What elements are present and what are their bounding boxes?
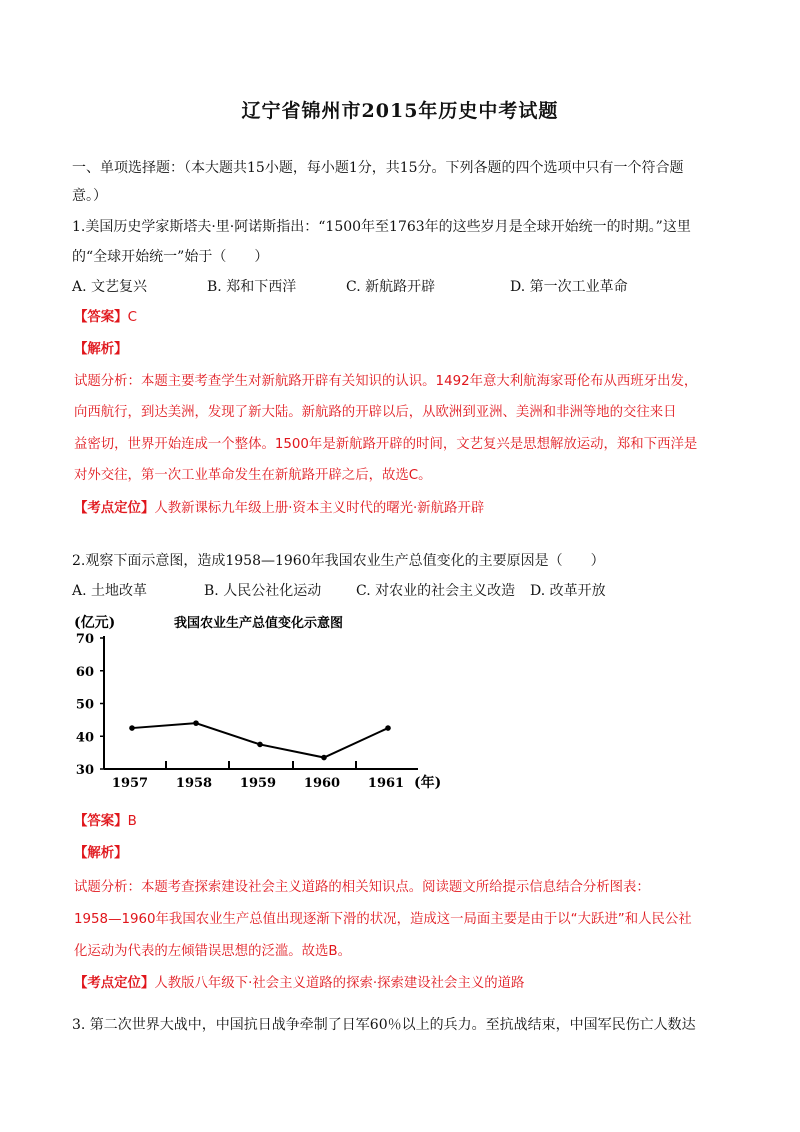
chart-x-tick-label: 1959 <box>239 776 277 791</box>
q2-option-d: D. 改革开放 <box>530 583 606 599</box>
q1-option-d: D. 第一次工业革命 <box>510 279 628 295</box>
chart-x-ticks <box>112 761 404 791</box>
q1-analysis-line1: 试题分析：本题主要考查学生对新航路开辟有关知识的认识。1492年意大利航海家哥伦布从西班牙出发， <box>74 374 698 389</box>
chart-x-tick-label: 1961 <box>367 776 405 791</box>
q2-answer <box>74 810 137 829</box>
q1-analysis-line4: 对外交往，第一次工业革命发生在新航路开辟之后，故选C。 <box>74 468 432 483</box>
q1-key-point-text: 人教新课标九年级上册·资本主义时代的曙光·新航路开辟 <box>154 501 485 516</box>
chart-y-tick-label: 60 <box>75 664 94 680</box>
q1-option-a: A. 文艺复兴 <box>72 279 148 295</box>
q3-stem: 3. 第二次世界大战中，中国抗日战争牵制了日军60％以上的兵力。至抗战结束，中国军民伤亡人数达 <box>72 1017 696 1033</box>
q1-answer <box>74 306 137 325</box>
q2-option-a: A. 土地改革 <box>72 583 148 599</box>
q1-key-point <box>74 497 484 516</box>
chart-y-tick-label: 50 <box>75 697 94 713</box>
chart-data-point <box>321 755 327 761</box>
q1-answer-value: C <box>127 310 137 325</box>
q2-key-point-text: 人教版八年级下·社会主义道路的探索·探索建设社会主义的道路 <box>154 976 525 991</box>
chart-y-tick-label: 40 <box>75 730 94 746</box>
q1-key-point-label: 【考点定位】 <box>74 501 155 516</box>
q2-key-point <box>74 972 524 991</box>
chart-x-tick-label: 1958 <box>175 776 213 791</box>
q2-stem: 2.观察下面示意图，造成1958—1960年我国农业生产总值变化的主要原因是（ ） <box>72 553 605 569</box>
q1-stem-line1: 1.美国历史学家斯塔夫·里·阿诺斯指出：“1500年至1763年的这些岁月是全球开始统一的时期。”这里 <box>72 219 691 235</box>
chart-series <box>129 720 391 760</box>
q1-option-b: B. 郑和下西洋 <box>207 279 297 295</box>
agriculture-output-chart <box>70 605 450 805</box>
chart-y-axis-label: (亿元) <box>74 615 116 631</box>
chart-data-point <box>193 720 199 726</box>
chart-axes <box>104 636 418 769</box>
q2-analysis-line3: 化运动为代表的左倾错误思想的泛滥。故选B。 <box>74 944 351 959</box>
chart-series-line <box>132 723 388 757</box>
chart-data-point <box>257 742 263 748</box>
chart-y-tick-label: 70 <box>75 632 94 647</box>
chart-x-axis-label: (年) <box>414 775 442 791</box>
section-heading-line1: 一、单项选择题：（本大题共15小题，每小题1分，共15分。下列各题的四个选项中只有一个符合题 <box>72 160 684 176</box>
chart-data-point <box>385 725 391 731</box>
chart-data-point <box>129 725 135 731</box>
q1-stem-line2: 的“全球开始统一”始于（ ） <box>72 249 269 265</box>
q2-analysis-line1: 试题分析：本题考查探索建设社会主义道路的相关知识点。阅读题文所给提示信息结合分析图表： <box>74 880 650 895</box>
chart-x-tick-label: 1960 <box>303 776 341 791</box>
chart-title: 我国农业生产总值变化示意图 <box>174 616 344 631</box>
q1-option-c: C. 新航路开辟 <box>346 279 436 295</box>
q1-answer-label: 【答案】 <box>74 310 128 325</box>
q1-analysis-line2: 向西航行，到达美洲，发现了新大陆。新航路的开辟以后，从欧洲到亚洲、美洲和非洲等地的交往来日 <box>74 405 677 420</box>
q1-analysis-label: 【解析】 <box>74 342 128 357</box>
q1-analysis-line3: 益密切，世界开始连成一个整体。1500年是新航路开辟的时间，文艺复兴是思想解放运动，郑和下西洋是 <box>74 437 698 452</box>
chart-x-tick-label: 1957 <box>111 776 149 791</box>
q2-analysis-label: 【解析】 <box>74 846 128 861</box>
chart-y-tick-label: 30 <box>75 763 94 778</box>
q2-option-b: B. 人民公社化运动 <box>204 583 322 599</box>
page-title: 辽宁省锦州市2015年历史中考试题 <box>241 100 559 122</box>
q2-answer-label: 【答案】 <box>74 814 128 829</box>
chart-y-ticks <box>76 632 104 778</box>
q2-answer-value: B <box>127 814 137 829</box>
q2-key-point-label: 【考点定位】 <box>74 976 155 991</box>
q2-option-c: C. 对农业的社会主义改造 <box>356 583 516 599</box>
section-heading-line2: 意。） <box>72 188 107 204</box>
q2-analysis-line2: 1958—1960年我国农业生产总值出现逐渐下滑的状况，造成这一局面主要是由于以“大跃进”和人民公社 <box>74 912 692 927</box>
